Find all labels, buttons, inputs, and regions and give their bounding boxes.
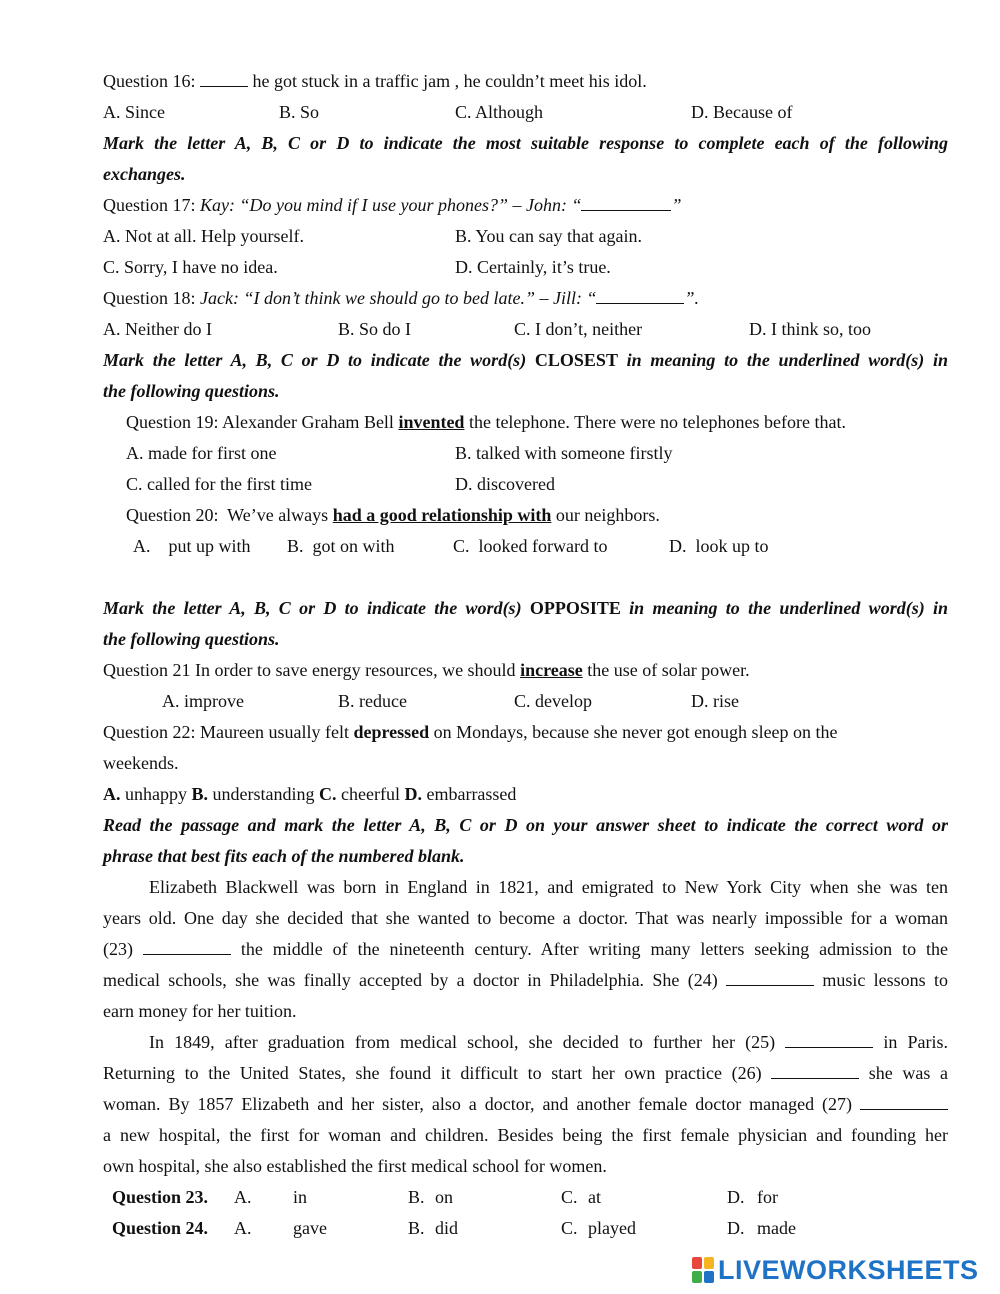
underlined-phrase: had a good relationship with (332, 505, 552, 525)
instruction-opposite: Mark the letter A, B, C or D to indicate the word(s) OPPOSITE in meaning to the underlined word(s) in (103, 598, 948, 618)
instruction-closest: Mark the letter A, B, C or D to indicate the word(s) CLOSEST in meaning to the underlined word(s) in (103, 350, 948, 370)
option-a[interactable]: unhappy (120, 784, 192, 804)
option-a[interactable]: A. Neither do I (103, 319, 212, 339)
option-d[interactable]: D. Because of (691, 102, 793, 122)
question-19: Question 19: Alexander Graham Bell invented the telephone. There were no telephones before that. (126, 412, 846, 432)
option-d[interactable]: D. look up to (669, 536, 769, 556)
option-b[interactable]: on (435, 1187, 453, 1207)
question-21: Question 21 In order to save energy resources, we should increase the use of solar power. (103, 660, 750, 680)
option-d[interactable]: D. Certainly, it’s true. (455, 257, 611, 277)
option-b[interactable]: understanding (208, 784, 319, 804)
bold-word: depressed (353, 722, 430, 742)
instruction-closest-line2: the following questions. (103, 381, 280, 401)
option-d[interactable]: D. rise (691, 691, 739, 711)
blank-24[interactable] (726, 968, 814, 986)
option-c[interactable]: C. looked forward to (453, 536, 608, 556)
blank-27[interactable] (860, 1092, 948, 1110)
question-20-options (103, 531, 948, 562)
question-17-options-ab (103, 221, 948, 252)
option-a[interactable]: gave (293, 1218, 327, 1238)
worksheet-page (103, 66, 948, 1244)
option-d[interactable]: embarrassed (421, 784, 517, 804)
option-d[interactable]: for (757, 1187, 778, 1207)
instruction-exchanges: Mark the letter A, B, C or D to indicate the most suitable response to complete each of the following (103, 133, 948, 153)
question-18-options (103, 314, 948, 345)
instruction-passage-line2: phrase that best fits each of the numbered blank. (103, 846, 465, 866)
option-c[interactable]: C. I don’t, neither (514, 319, 643, 339)
question-22-options: A. unhappy B. understanding C. cheerful D. embarrassed (103, 784, 517, 804)
option-a[interactable]: A. Since (103, 102, 165, 122)
option-c[interactable]: at (588, 1187, 601, 1207)
question-17-options-cd (103, 252, 948, 283)
option-c[interactable]: C. Although (455, 102, 544, 122)
logo-text: LIVEWORKSHEETS (718, 1254, 979, 1285)
instruction-opposite-line2: the following questions. (103, 629, 280, 649)
passage-paragraph-2: In 1849, after graduation from medical school, she decided to further her (25) in Paris. Returning to the United States, she found it difficult to start her own practice (26) she was a woman. By 1857 Elizabeth and her sister, also a doctor, and another female doctor managed (27) a new hospital, the first for woman and children. Besides being the first female physician and founding her own hospital, she also established the first medical school for women. (103, 1032, 948, 1176)
option-b[interactable]: B. talked with someone firstly (455, 443, 673, 463)
blank-input[interactable] (581, 193, 671, 211)
question-16: Question 16: he got stuck in a traffic jam , he couldn’t meet his idol. (103, 71, 647, 91)
option-c[interactable]: C. Sorry, I have no idea. (103, 257, 278, 277)
option-d[interactable]: made (757, 1218, 796, 1238)
passage-paragraph-1: Elizabeth Blackwell was born in England in 1821, and emigrated to New York City when she was ten years old. One day she decided that she wanted to become a doctor. That was nearly impossible for a woman (23) the middle of the nineteenth century. After writing many letters seeking admission to the medical schools, she was finally accepted by a doctor in Philadelphia. She (24) music lessons to earn money for her tuition. (103, 877, 948, 1021)
question-18: Question 18: Jack: “I don’t think we should go to bed late.” – Jill: “ ”. (103, 288, 699, 308)
option-a[interactable]: A. improve (162, 691, 244, 711)
option-a[interactable]: in (293, 1187, 308, 1207)
option-b[interactable]: B. You can say that again. (455, 226, 642, 246)
liveworksheets-logo[interactable] (692, 1255, 979, 1285)
option-c[interactable]: played (588, 1218, 636, 1238)
option-b[interactable]: B. got on with (287, 536, 395, 556)
option-a[interactable]: A. Not at all. Help yourself. (103, 226, 304, 246)
instruction-passage: Read the passage and mark the letter A, B, C or D on your answer sheet to indicate the correct word or (103, 815, 948, 835)
option-a[interactable]: A. put up with (133, 536, 251, 556)
option-d[interactable]: D. I think so, too (749, 319, 872, 339)
question-24: Question 24. A. gave B. did C. played D. made (103, 1213, 948, 1244)
option-b[interactable]: did (435, 1218, 459, 1238)
option-b[interactable]: B. So do I (338, 319, 412, 339)
blank-input[interactable] (596, 286, 684, 304)
instruction-exchanges-line2: exchanges. (103, 164, 186, 184)
question-21-options (103, 686, 948, 717)
question-16-options (103, 97, 948, 128)
option-c[interactable]: cheerful (336, 784, 405, 804)
option-a[interactable]: A. made for first one (126, 443, 277, 463)
blank-input[interactable] (200, 69, 248, 87)
underlined-word: invented (398, 412, 465, 432)
question-22-line2: weekends. (103, 753, 179, 773)
spacer (103, 562, 948, 593)
question-20: Question 20: We’ve always had a good relationship with our neighbors. (126, 505, 660, 525)
option-d[interactable]: D. discovered (455, 474, 555, 494)
question-22: Question 22: Maureen usually felt depressed on Mondays, because she never got enough sleep on the (103, 722, 838, 742)
question-19-options-ab (103, 438, 948, 469)
blank-23[interactable] (143, 937, 231, 955)
blank-25[interactable] (785, 1030, 873, 1048)
option-c[interactable]: C. develop (514, 691, 592, 711)
question-17: Question 17: Kay: “Do you mind if I use your phones?” – John: “ ” (103, 195, 682, 215)
question-19-options-cd (103, 469, 948, 500)
blank-26[interactable] (771, 1061, 859, 1079)
option-b[interactable]: B. So (279, 102, 320, 122)
question-23: Question 23. A. in B. on C. at D. for (103, 1182, 948, 1213)
underlined-word: increase (520, 660, 583, 680)
logo-grid-icon (692, 1257, 714, 1283)
option-c[interactable]: C. called for the first time (126, 474, 312, 494)
option-b[interactable]: B. reduce (338, 691, 407, 711)
